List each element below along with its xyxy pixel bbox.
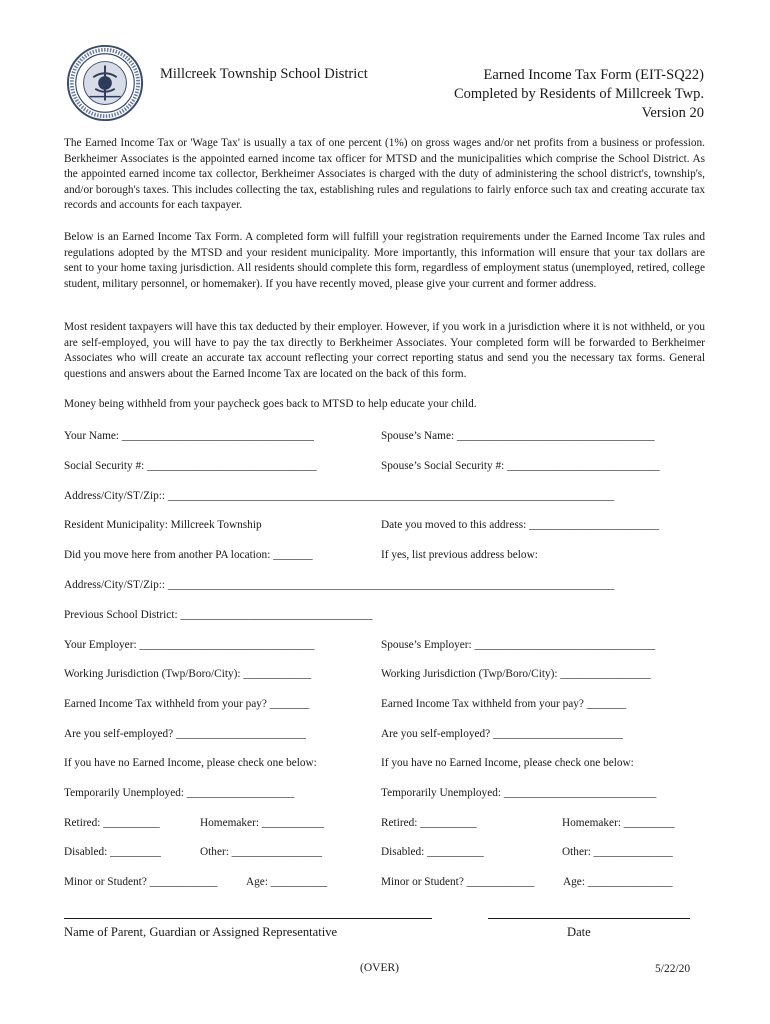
- spouse-working-jurisdiction-field[interactable]: Working Jurisdiction (Twp/Boro/City): ________________: [381, 668, 651, 680]
- spouse-retired-field[interactable]: Retired: __________: [381, 817, 477, 829]
- intro-paragraph-3: Most resident taxpayers will have this tax deducted by their employer. However, if you work in a jurisdiction where it is not withheld, or you are self-employed, you will have to pay the tax directly to Berkheimer Associates. Your completed form will be forwarded to Berkheimer Associates who will create an accurate tax account reflecting your correct reporting status and send you the necessary tax forms. General questions and answers about the Earned Income Tax are located on the back of this form.: [64, 321, 705, 380]
- spouse-no-income-label: If you have no Earned Income, please check one below:: [381, 757, 634, 769]
- resident-municipality-label: Resident Municipality: Millcreek Township: [64, 519, 262, 531]
- district-name: Millcreek Township School District: [160, 66, 368, 82]
- spouse-employer-field[interactable]: Spouse’s Employer: ________________________________: [381, 639, 656, 651]
- signature-label: Name of Parent, Guardian or Assigned Representative: [64, 925, 338, 939]
- disabled-field[interactable]: Disabled: _________: [64, 846, 161, 858]
- spouse-ssn-field[interactable]: Spouse’s Social Security #: ___________________________: [381, 460, 660, 472]
- homemaker-field[interactable]: Homemaker: ___________: [200, 817, 324, 829]
- spouse-age-field[interactable]: Age: _______________: [563, 876, 673, 888]
- form-version: Version 20: [641, 105, 704, 121]
- moved-from-pa-field[interactable]: Did you move here from another PA location: _______: [64, 549, 313, 561]
- retired-field[interactable]: Retired: __________: [64, 817, 160, 829]
- district-seal-logo: [66, 44, 144, 122]
- form-subtitle: Completed by Residents of Millcreek Twp.: [453, 86, 704, 102]
- form-title: Earned Income Tax Form (EIT-SQ22): [483, 67, 704, 83]
- age-field[interactable]: Age: __________: [246, 876, 328, 888]
- working-jurisdiction-field[interactable]: Working Jurisdiction (Twp/Boro/City): ____________: [64, 668, 312, 680]
- spouse-disabled-field[interactable]: Disabled: __________: [381, 846, 484, 858]
- date-label: Date: [567, 925, 591, 939]
- no-income-label: If you have no Earned Income, please check one below:: [64, 757, 317, 769]
- previous-address-field[interactable]: Address/City/ST/Zip:: _______________________________________________________________________________: [64, 579, 615, 591]
- other-field[interactable]: Other: ________________: [200, 846, 323, 858]
- your-name-field[interactable]: Your Name: __________________________________: [64, 430, 314, 442]
- spouse-name-field[interactable]: Spouse’s Name: ___________________________________: [381, 430, 655, 442]
- signature-line[interactable]: [64, 918, 432, 919]
- eit-withheld-field[interactable]: Earned Income Tax withheld from your pay? _______: [64, 698, 310, 710]
- self-employed-field[interactable]: Are you self-employed? _______________________: [64, 728, 306, 740]
- spouse-eit-withheld-field[interactable]: Earned Income Tax withheld from your pay? _______: [381, 698, 627, 710]
- spouse-other-field[interactable]: Other: ______________: [562, 846, 673, 858]
- date-line[interactable]: [488, 918, 690, 919]
- spouse-homemaker-field[interactable]: Homemaker: _________: [562, 817, 675, 829]
- address-field[interactable]: Address/City/ST/Zip:: _______________________________________________________________________________: [64, 490, 615, 502]
- intro-paragraph-1: The Earned Income Tax or 'Wage Tax' is usually a tax of one percent (1%) on gross wages and/or net profits from a business or profession. Berkheimer Associates is the appointed earned income tax officer for MTSD and the municipalities which comprise the School District. As the appointed earned income tax collector, Berkheimer Associates is charged with the duty of administering the school district's, township's, and/or borough's taxes. This includes collecting the tax, establishing rules and regulations to fairly enforce such tax and creating accurate tax records and accounts for each taxpayer.: [64, 137, 705, 212]
- spouse-minor-student-field[interactable]: Minor or Student? ____________: [381, 876, 535, 888]
- ssn-field[interactable]: Social Security #: ______________________________: [64, 460, 317, 472]
- intro-paragraph-2: Below is an Earned Income Tax Form. A completed form will fulfill your registration requirements under the Earned Income Tax rules and regulations adopted by the MTSD and your resident municipality. More importantly, this information will ensure that your tax dollars are sent to your home taxing jurisdiction. All residents should complete this form, regardless of employment status (unemployed, retired, college student, military personnel, or homemaker). If you have recently moved, please give your current and former address.: [64, 231, 705, 290]
- your-employer-field[interactable]: Your Employer: _______________________________: [64, 639, 315, 651]
- revision-date: 5/22/20: [655, 963, 691, 975]
- minor-student-field[interactable]: Minor or Student? ____________: [64, 876, 218, 888]
- intro-paragraph-4: Money being withheld from your paycheck goes back to MTSD to help educate your child.: [64, 398, 477, 410]
- spouse-self-employed-field[interactable]: Are you self-employed? _______________________: [381, 728, 623, 740]
- previous-school-district-field[interactable]: Previous School District: __________________________________: [64, 609, 373, 621]
- over-note: (OVER): [360, 962, 399, 974]
- spouse-temp-unemployed-field[interactable]: Temporarily Unemployed: ___________________________: [381, 787, 657, 799]
- previous-address-note: If yes, list previous address below:: [381, 549, 538, 561]
- form-title-block: [454, 66, 704, 123]
- date-moved-field[interactable]: Date you moved to this address: _______________________: [381, 519, 660, 531]
- temp-unemployed-field[interactable]: Temporarily Unemployed: ___________________: [64, 787, 295, 799]
